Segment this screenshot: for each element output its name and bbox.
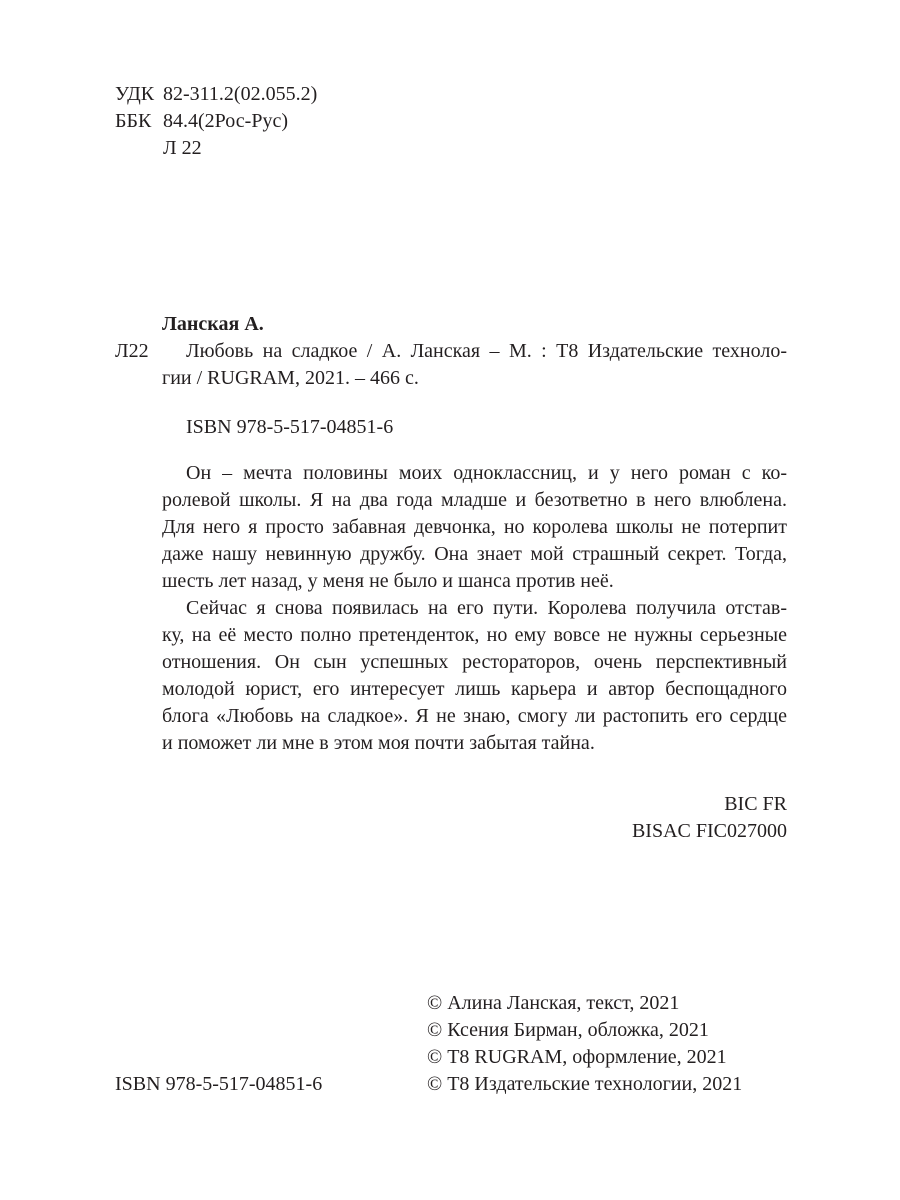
copyright-line: © Алина Ланская, текст, 2021 xyxy=(427,992,680,1014)
bisac-code: BISAC FIC027000 xyxy=(631,820,787,842)
author-name: Ланская А. xyxy=(162,313,264,335)
copyright-line: © Т8 Издательские технологии, 2021 xyxy=(427,1073,743,1095)
footer-isbn: ISBN 978-5-517-04851-6 xyxy=(115,1073,323,1095)
description-line: гии / RUGRAM, 2021. – 466 с. xyxy=(162,367,419,389)
annotation-line: Сейчас я снова появилась на его пути. Королева получила отстав- xyxy=(186,597,787,619)
annotation-line: ку, на её место полно претенденток, но ему вовсе не нужны серьезные xyxy=(162,624,787,646)
annotation-line: Он – мечта половины моих одноклассниц, и у него роман с ко- xyxy=(186,462,787,484)
author-mark-top: Л 22 xyxy=(163,137,202,159)
author-mark: Л22 xyxy=(115,340,149,362)
annotation-line: блога «Любовь на сладкое». Я не знаю, смогу ли растопить его сердце xyxy=(162,705,787,727)
isbn: ISBN 978-5-517-04851-6 xyxy=(186,416,394,438)
author-heading xyxy=(162,311,264,338)
bic-code: BIC FR xyxy=(724,793,787,815)
annotation-line: ролевой школы. Я на два года младше и безответно в него влюблена. xyxy=(162,489,787,511)
annotation-line: даже нашу невинную дружбу. Она знает мой страшный секрет. Тогда, xyxy=(162,543,787,565)
annotation-line: и поможет ли мне в этом моя почти забытая тайна. xyxy=(162,732,595,754)
udk-label: УДК xyxy=(115,83,155,105)
bbk-code: 84.4(2Рос-Рус) xyxy=(163,110,288,132)
bbk-line xyxy=(115,108,288,135)
description-line: Любовь на сладкое / А. Ланская – М. : Т8 Издательские техноло- xyxy=(186,340,787,362)
copyright-line: © Ксения Бирман, обложка, 2021 xyxy=(427,1019,709,1041)
annotation-line: Для него я просто забавная девчонка, но королева школы не потерпит xyxy=(162,516,787,538)
annotation-line: шесть лет назад, у меня не было и шанса против неё. xyxy=(162,570,614,592)
copyright-line: © Т8 RUGRAM, оформление, 2021 xyxy=(427,1046,727,1068)
bbk-label: ББК xyxy=(115,110,152,132)
udk-code: 82-311.2(02.055.2) xyxy=(163,83,318,105)
annotation-line: молодой юрист, его интересует лишь карьера и автор беспощадного xyxy=(162,678,787,700)
annotation-line: отношения. Он сын успешных рестораторов, очень перспективный xyxy=(162,651,787,673)
udk-line xyxy=(115,81,317,108)
